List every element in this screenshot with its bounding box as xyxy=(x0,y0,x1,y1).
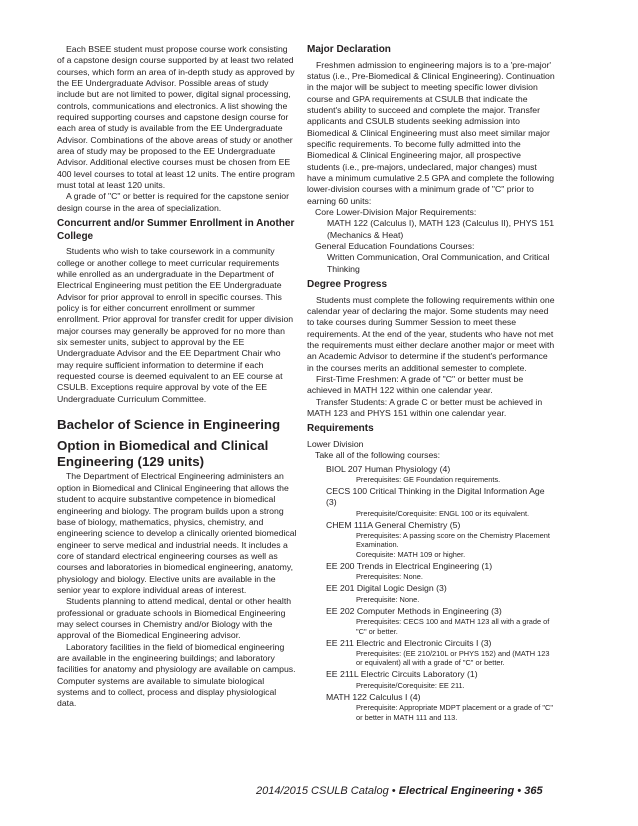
graduate-schools-paragraph: Students planning to attend medical, dental or other health professional or graduate schools in Biomedical Engineering may select courses in Chemistry and/or Biology with the approval of the Biomedical Engineering advisor. xyxy=(57,596,292,641)
course-entry xyxy=(307,583,556,604)
requirements-heading: Requirements xyxy=(307,423,374,435)
course-prerequisite: Prerequisite: None. xyxy=(356,594,420,604)
footer-catalog: 2014/2015 CSULB Catalog xyxy=(256,785,389,797)
course-prerequisite: Prerequisite/Corequisite: ENGL 100 or its equivalent. xyxy=(356,508,530,518)
option-intro-paragraph: The Department of Electrical Engineering administers an option in Biomedical and Clinical Engineering that allows the student to acquire substantive competence in biomedical engineering and biology. The program builds upon a strong base of biology, mathematics, physics, chemistry, and engineering science to develop a clinically oriented biomedical engineer to serve medical and industrial needs. It includes a core of standard electrical engineering courses as well as courses and laboratories in biomedical engineering, anatomy, physiology and biology. Elective units are available in the senior year to explore individual areas of interest. xyxy=(57,471,297,595)
footer-department: Electrical Engineering xyxy=(398,785,515,797)
course-prerequisite: Prerequisites: GE Foundation requirements. xyxy=(356,474,501,484)
transfer-requirement: Transfer Students: A grade C or better must be achieved in MATH 123 and PHYS 151 within one calendar year. xyxy=(307,396,543,418)
course-title: EE 211 Electric and Electronic Circuits I (3) xyxy=(326,637,492,648)
course-title: BIOL 207 Human Physiology (4) xyxy=(326,463,451,474)
degree-progress-heading: Degree Progress xyxy=(307,279,388,291)
course-title: CECS 100 Critical Thinking in the Digital Information Age (3) xyxy=(326,486,545,508)
course-prerequisite: Prerequisite/Corequisite: EE 211. xyxy=(356,680,465,690)
course-prerequisite: Corequisite: MATH 109 or higher. xyxy=(356,549,466,559)
major-declaration-paragraph: Freshmen admission to engineering majors is to a 'pre-major' status (i.e., Pre-Biomedical & Clinical Engineering). Continuation in the major will be subject to meeting specific lower division course and GPA requirements at CSULB that indicate the student's ability to succeed and complete the major. Transfer applicants and CSULB students seeking admission into Biomedical & Clinical Engineering must also meet similar major specific requirements. To become fully admitted into the Biomedical & Clinical Engineering major, all prospective students (i.e., pre-majors, undeclared, major changes) must have a minimum cumulative 2.5 GPA and complete the following lower-division courses with a minimum grade of "C" prior to earning 60 units: xyxy=(307,59,555,206)
right-column xyxy=(307,44,556,722)
course-prerequisite: Prerequisites: None. xyxy=(356,572,423,582)
course-entry xyxy=(307,606,556,636)
course-entry xyxy=(307,692,556,722)
page-number: 365 xyxy=(524,785,543,797)
lower-division-label: Lower Division xyxy=(307,438,364,449)
course-title: EE 200 Trends in Electrical Engineering (1) xyxy=(326,560,493,571)
ge-foundations-label: General Education Foundations Courses: xyxy=(315,241,475,251)
bachelor-heading: Bachelor of Science in Engineering xyxy=(57,416,281,432)
course-title: MATH 122 Calculus I (4) xyxy=(326,692,421,703)
course-entry xyxy=(307,669,556,690)
course-prerequisite: Prerequisites: CECS 100 and MATH 123 all with a grade of "C" or better. xyxy=(356,617,550,636)
option-heading: Option in Biomedical and Clinical Engineering (129 units) xyxy=(57,438,269,469)
course-title: EE 211L Electric Circuits Laboratory (1) xyxy=(326,669,478,680)
degree-progress-paragraph: Students must complete the following requirements within one calendar year of declaring the major. Some students may need to take courses during Summer Session to meet these requirements. At the end of the year, students who have not met the requirements must either declare another major or meet with an Academic Advisor to determine if the student's performance in the courses merits an additional semester to complete. xyxy=(307,294,555,373)
capstone-grade-paragraph: A grade of "C" or better is required for the capstone senior design course in the area of specialization. xyxy=(57,191,289,213)
course-entry xyxy=(307,561,556,582)
course-prerequisite: Prerequisite: Appropriate MDPT placement or a grade of "C" or better in MATH 111 and 113. xyxy=(356,703,553,722)
major-declaration-heading: Major Declaration xyxy=(307,44,391,55)
course-entry xyxy=(307,520,556,559)
core-requirements-courses: MATH 122 (Calculus I), MATH 123 (Calculus II), PHYS 151 (Mechanics & Heat) xyxy=(327,218,555,240)
concurrent-enrollment-paragraph: Students who wish to take coursework in a community college or another college to meet curricular requirements while enrolled as an undergraduate in the Department of Electrical Engineering must petition the EE Undergraduate Advisor for prior approval to enroll in specific courses. This policy is for either concurrent enrollment or summer enrollment. Prior approval for transfer credit for upper division major courses may generally be approved for no more than six semester units, subject to approval by the EE Undergraduate Advisor and the EE Department Chair who may require sufficient information to determine if each requested course is deemed equivalent to an EE course at CSULB. Exceptions require approval by vote of the EE Undergraduate Curriculum Committee. xyxy=(57,246,294,404)
capstone-paragraph: Each BSEE student must propose course work consisting of a capstone design course supported by at least two related courses, which form an area of in-depth study as approved by the EE Undergraduate Advisor. Possible areas of study include but are not limited to power, digital signal processing, controls, communications and electronics. A list showing the required supporting courses and capstone design course for each area of study is available from the EE Undergraduate Advisor. Combinations of the above areas of study or another area of study may be proposed to the EE Undergraduate Advisor. Additional elective courses must be chosen from EE 400 level courses to total at least 12 units. The entire program must total at least 120 units. xyxy=(57,44,295,191)
course-prerequisite: Prerequisites: (EE 210/210L or PHYS 152) and (MATH 123 or equivalent) all with a grade of "C" or better. xyxy=(356,649,550,668)
freshmen-requirement: First-Time Freshmen: A grade of "C" or better must be achieved in MATH 122 within one calendar year. xyxy=(307,373,524,396)
course-entry xyxy=(307,638,556,668)
course-title: CHEM 111A General Chemistry (5) xyxy=(326,519,461,530)
course-entry xyxy=(307,486,556,518)
left-column xyxy=(57,44,297,710)
course-title: EE 201 Digital Logic Design (3) xyxy=(326,583,447,594)
footer-separator: • xyxy=(514,785,525,797)
core-requirements-label: Core Lower-Division Major Requirements: xyxy=(315,206,477,217)
course-title: EE 202 Computer Methods in Engineering (3) xyxy=(326,605,502,616)
course-prerequisite: Prerequisites: A passing score on the Chemistry Placement Examination. xyxy=(356,531,550,550)
ge-foundations-courses: Written Communication, Oral Communication, and Critical Thinking xyxy=(327,252,550,274)
laboratory-facilities-paragraph: Laboratory facilities in the field of biomedical engineering are available in the engineering buildings; and laboratory facilities for anatomy and physiology are available on campus. Computer systems are available to simulate biological systems and to collect, process and display physiological data. xyxy=(57,641,296,709)
take-all-label: Take all of the following courses: xyxy=(315,450,441,461)
course-entry xyxy=(307,464,556,485)
page-footer xyxy=(256,785,543,797)
course-list xyxy=(307,464,556,722)
footer-separator: • xyxy=(388,785,399,797)
concurrent-enrollment-heading: Concurrent and/or Summer Enrollment in Another College xyxy=(57,218,295,242)
